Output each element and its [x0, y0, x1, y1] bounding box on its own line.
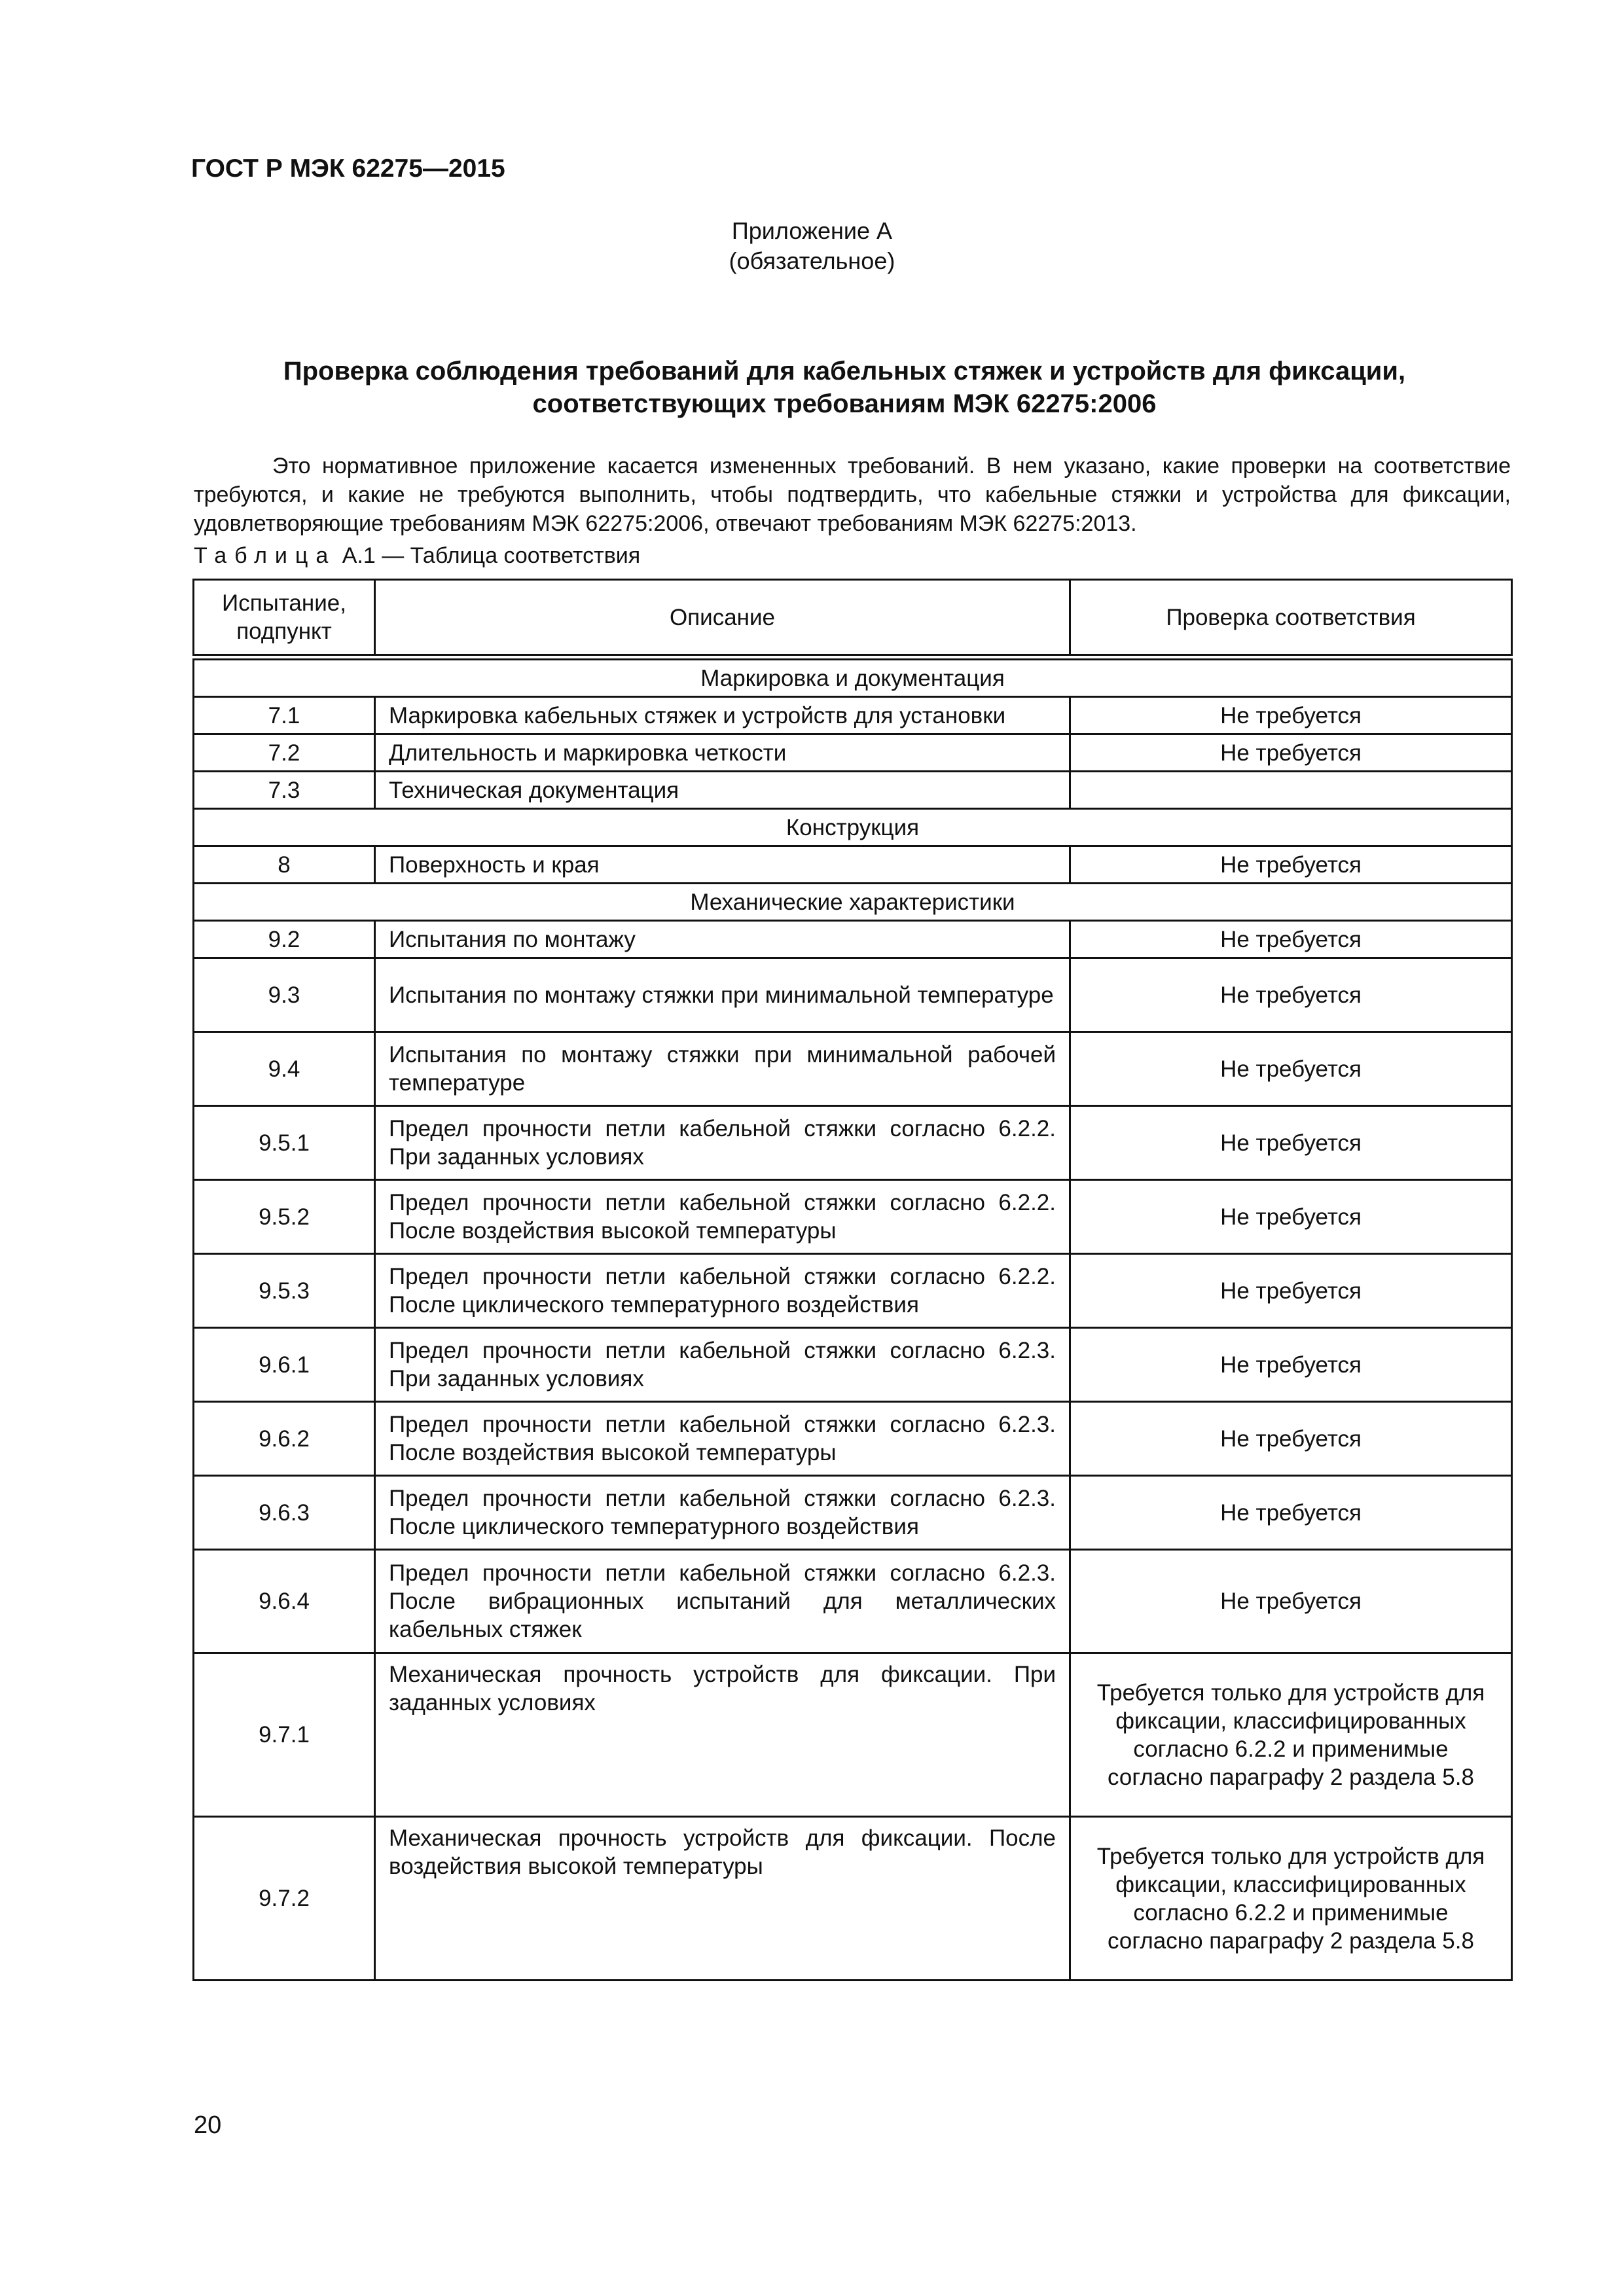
section-row	[194, 809, 1512, 846]
clause-cell: 9.2	[194, 921, 375, 958]
clause-cell: 9.6.3	[194, 1476, 375, 1550]
description-cell: Механическая прочность устройств для фиксации. При заданных условиях	[375, 1653, 1070, 1817]
header-clause: Испытание, подпункт	[194, 580, 375, 655]
table-row	[194, 1180, 1512, 1254]
check-cell: Не требуется	[1070, 1032, 1512, 1106]
section-title: Механические характеристики	[194, 884, 1512, 921]
table-row	[194, 1254, 1512, 1328]
table-row	[194, 1328, 1512, 1402]
table-row	[194, 1817, 1512, 1981]
table-row	[194, 1106, 1512, 1180]
table-row	[194, 958, 1512, 1032]
table-row	[194, 772, 1512, 809]
check-cell: Требуется только для устройств для фиксации, классифицированных согласно 6.2.2 и применимые согласно параграфу 2 раздела 5.8	[1070, 1817, 1512, 1981]
table-caption-text: А.1 — Таблица соответствия	[336, 543, 641, 568]
clause-cell: 9.5.3	[194, 1254, 375, 1328]
description-cell: Предел прочности петли кабельной стяжки согласно 6.2.3. При заданных условиях	[375, 1328, 1070, 1402]
description-cell: Предел прочности петли кабельной стяжки согласно 6.2.2. При заданных условиях	[375, 1106, 1070, 1180]
separator-cell	[194, 655, 1512, 660]
clause-cell: 9.3	[194, 958, 375, 1032]
description-cell: Поверхность и края	[375, 846, 1070, 884]
table-row	[194, 734, 1512, 772]
intro-paragraph	[194, 452, 1511, 538]
clause-cell: 7.3	[194, 772, 375, 809]
check-cell	[1070, 772, 1512, 809]
check-cell: Не требуется	[1070, 1402, 1512, 1476]
check-cell: Не требуется	[1070, 1550, 1512, 1653]
annex-title	[236, 355, 1453, 420]
description-cell: Маркировка кабельных стяжек и устройств для установки	[375, 697, 1070, 734]
clause-cell: 9.6.2	[194, 1402, 375, 1476]
page-number: 20	[194, 2111, 222, 2139]
clause-cell: 7.1	[194, 697, 375, 734]
description-cell: Длительность и маркировка четкости	[375, 734, 1070, 772]
annex-heading	[0, 216, 1624, 276]
clause-cell: 9.7.2	[194, 1817, 375, 1981]
check-cell: Не требуется	[1070, 1328, 1512, 1402]
check-cell: Требуется только для устройств для фиксации, классифицированных согласно 6.2.2 и применимые согласно параграфу 2 раздела 5.8	[1070, 1653, 1512, 1817]
description-cell: Предел прочности петли кабельной стяжки согласно 6.2.2. После циклического температурного воздействия	[375, 1254, 1070, 1328]
table-header-row	[194, 580, 1512, 655]
clause-cell: 9.6.4	[194, 1550, 375, 1653]
check-cell: Не требуется	[1070, 697, 1512, 734]
description-cell: Испытания по монтажу	[375, 921, 1070, 958]
description-cell: Испытания по монтажу стяжки при минимальной температуре	[375, 958, 1070, 1032]
check-cell: Не требуется	[1070, 1254, 1512, 1328]
table-row	[194, 697, 1512, 734]
table-row	[194, 846, 1512, 884]
conformity-table	[192, 579, 1513, 1981]
annex-label: Приложение А	[731, 217, 893, 244]
section-row	[194, 884, 1512, 921]
check-cell: Не требуется	[1070, 734, 1512, 772]
table-row	[194, 1032, 1512, 1106]
table-row	[194, 1402, 1512, 1476]
section-title: Конструкция	[194, 809, 1512, 846]
description-cell: Предел прочности петли кабельной стяжки согласно 6.2.3. После вибрационных испытаний для металлических кабельных стяжек	[375, 1550, 1070, 1653]
table-row	[194, 1550, 1512, 1653]
clause-cell: 9.4	[194, 1032, 375, 1106]
section-row	[194, 660, 1512, 697]
header-separator	[194, 655, 1512, 660]
clause-cell: 9.6.1	[194, 1328, 375, 1402]
check-cell: Не требуется	[1070, 1180, 1512, 1254]
check-cell: Не требуется	[1070, 958, 1512, 1032]
annex-status: (обязательное)	[729, 247, 895, 274]
check-cell: Не требуется	[1070, 1476, 1512, 1550]
check-cell: Не требуется	[1070, 921, 1512, 958]
annex-title-line-2: соответствующих требованиям МЭК 62275:2006	[532, 389, 1157, 418]
clause-cell: 9.7.1	[194, 1653, 375, 1817]
document-header: ГОСТ Р МЭК 62275—2015	[191, 154, 505, 183]
section-title: Маркировка и документация	[194, 660, 1512, 697]
description-cell: Предел прочности петли кабельной стяжки согласно 6.2.2. После воздействия высокой температуры	[375, 1180, 1070, 1254]
table-caption-label: Таблица	[194, 543, 336, 568]
annex-title-line-1: Проверка соблюдения требований для кабельных стяжек и устройств для фиксации,	[283, 357, 1406, 386]
table-row	[194, 1476, 1512, 1550]
table-body	[194, 655, 1512, 1981]
table-row	[194, 921, 1512, 958]
check-cell: Не требуется	[1070, 1106, 1512, 1180]
check-cell: Не требуется	[1070, 846, 1512, 884]
description-cell: Испытания по монтажу стяжки при минимальной рабочей температуре	[375, 1032, 1070, 1106]
table-caption	[194, 543, 640, 569]
clause-cell: 8	[194, 846, 375, 884]
description-cell: Техническая документация	[375, 772, 1070, 809]
clause-cell: 9.5.1	[194, 1106, 375, 1180]
intro-text: Это нормативное приложение касается измененных требований. В нем указано, какие проверки на соответствие требуются, и какие не требуются выполнить, чтобы подтвердить, что кабельные стяжки и устройства для фиксации, удовлетворяющие требованиям МЭК 62275:2006, отвечают требованиям МЭК 62275:2013.	[194, 454, 1511, 536]
clause-cell: 7.2	[194, 734, 375, 772]
description-cell: Механическая прочность устройств для фиксации. После воздействия высокой температуры	[375, 1817, 1070, 1981]
header-check: Проверка соответствия	[1070, 580, 1512, 655]
clause-cell: 9.5.2	[194, 1180, 375, 1254]
description-cell: Предел прочности петли кабельной стяжки согласно 6.2.3. После циклического температурного воздействия	[375, 1476, 1070, 1550]
table-row	[194, 1653, 1512, 1817]
header-description: Описание	[375, 580, 1070, 655]
description-cell: Предел прочности петли кабельной стяжки согласно 6.2.3. После воздействия высокой температуры	[375, 1402, 1070, 1476]
